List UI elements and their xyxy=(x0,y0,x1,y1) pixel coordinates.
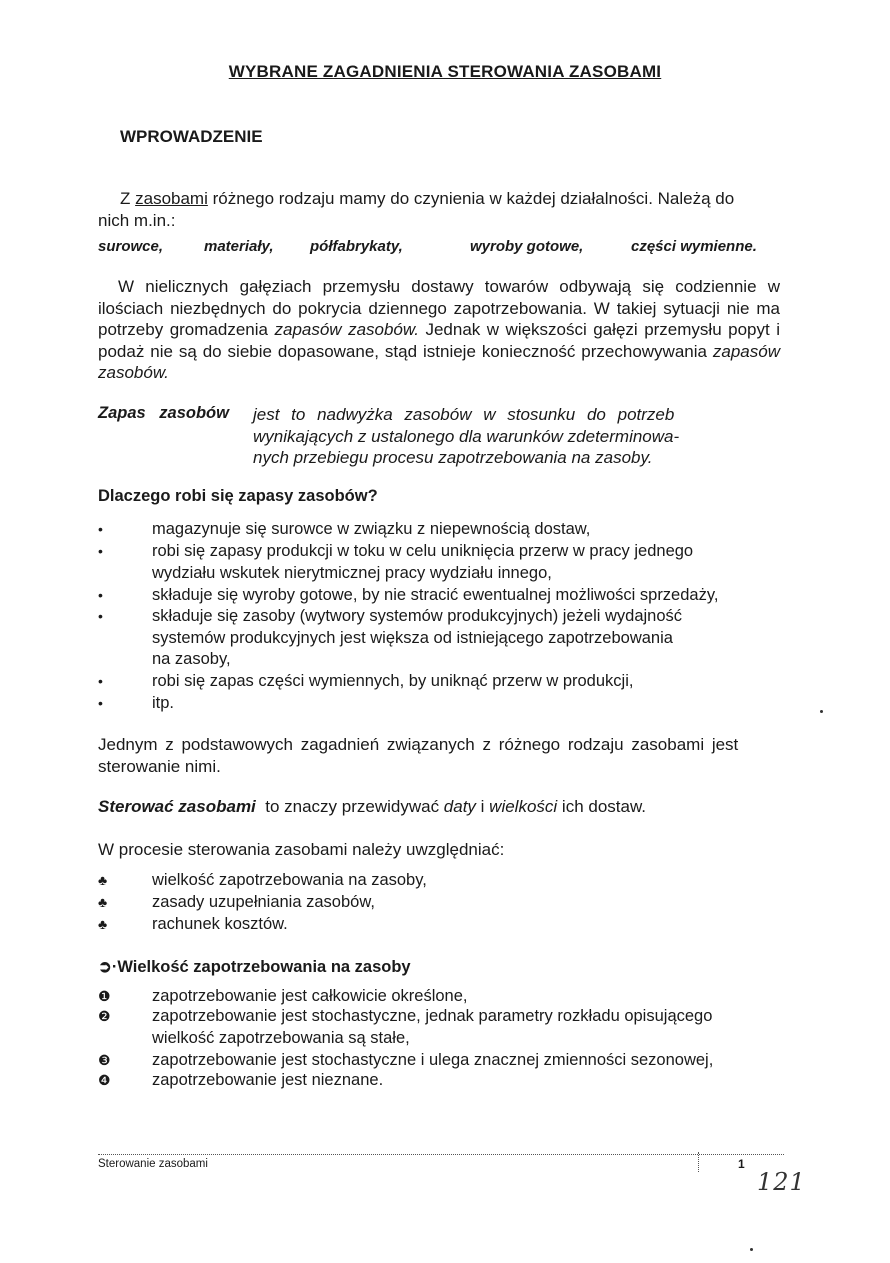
control-definition-wielkosci: wielkości xyxy=(489,797,558,816)
bullet-marker: • xyxy=(98,587,103,603)
control-definition-text: to znaczy przewidywać xyxy=(255,797,444,816)
intro-prefix: Z xyxy=(120,189,136,208)
number-1-icon: ❶ xyxy=(98,988,111,1004)
bullet-marker: • xyxy=(98,673,103,689)
definition-body xyxy=(253,404,743,469)
scan-speck xyxy=(750,1248,753,1251)
number-4-icon: ❹ xyxy=(98,1072,111,1088)
definition-line1: jest to nadwyżka zasobów w stosunku do potrzeb xyxy=(253,405,675,424)
page-number: 1 xyxy=(738,1157,745,1171)
footer-divider xyxy=(98,1154,784,1155)
control-definition-text: ich dostaw. xyxy=(557,797,647,816)
process-item-text: zasady uzupełniania zasobów, xyxy=(152,893,375,911)
resource-kind-surowce: surowce, xyxy=(98,238,164,255)
handwritten-number: 121 xyxy=(757,1168,806,1196)
supply-italic-1: zapasów zasobów. xyxy=(274,320,419,339)
arrow-icon: ➲· xyxy=(98,958,118,976)
club-icon: ♣ xyxy=(98,872,108,888)
bullet-marker: • xyxy=(98,608,103,624)
why-item-line: robi się zapas części wymiennych, by uniknąć przerw w produkcji, xyxy=(152,672,634,690)
why-item-line: magazynuje się surowce w związku z niepewnością dostaw, xyxy=(152,520,591,538)
bullet-marker: • xyxy=(98,543,103,559)
why-item-line: na zasoby, xyxy=(152,650,231,668)
control-line2: sterowanie nimi. xyxy=(98,756,221,776)
supply-italic-2: zapasów zasobów. xyxy=(98,341,780,382)
control-definition xyxy=(98,796,780,818)
demand-item-line: zapotrzebowanie jest stochastyczne, jednak parametry rozkładu opisującego xyxy=(152,1007,713,1025)
definition-line3: nych przebiegu procesu zapotrzebowania na zasoby. xyxy=(253,448,653,467)
intro-underlined-word: zasobami xyxy=(135,189,208,208)
why-heading: Dlaczego robi się zapasy zasobów? xyxy=(98,487,378,505)
bullet-marker: • xyxy=(98,695,103,711)
demand-item-line: wielkość zapotrzebowania są stałe, xyxy=(152,1028,410,1047)
resource-kind-czesci-wymienne: części wymienne. xyxy=(631,238,757,255)
supply-paragraph xyxy=(98,276,780,384)
demand-heading-text: Wielkość zapotrzebowania na zasoby xyxy=(117,958,411,976)
control-definition-daty: daty xyxy=(443,797,476,816)
document-title: WYBRANE ZAGADNIENIA STEROWANIA ZASOBAMI xyxy=(228,62,662,81)
bullet-marker: • xyxy=(98,521,103,537)
footer-title: Sterowanie zasobami xyxy=(98,1158,208,1170)
resource-kind-polfabrykaty: półfabrykaty, xyxy=(310,238,403,255)
process-item-text: wielkość zapotrzebowania na zasoby, xyxy=(152,871,427,889)
intro-line2: nich m.in.: xyxy=(98,210,176,230)
demand-item-line: zapotrzebowanie jest nieznane. xyxy=(152,1071,384,1089)
demand-heading xyxy=(98,957,411,977)
supply-text-1: W nielicznych gałęziach przemysłu dostawy towarów odbywają się codziennie w ilościach niezbędnych do pokrycia dziennego zapotrzebowania. W takiej sytuacji nie ma potrzeby gromadzenia xyxy=(98,277,780,339)
definition-line2: wynikających z ustalonego dla warunków zdeterminowa- xyxy=(253,426,680,446)
process-intro: W procesie sterowania zasobami należy uwzględniać: xyxy=(98,840,505,859)
section-heading: WPROWADZENIE xyxy=(120,127,263,146)
resource-kind-wyroby-gotowe: wyroby gotowe, xyxy=(470,238,584,255)
control-definition-text: i xyxy=(475,797,490,816)
number-2-icon: ❷ xyxy=(98,1008,111,1024)
intro-paragraph xyxy=(98,188,780,231)
supply-text-2: Jednak w większości gałęzi przemysłu popyt i podaż nie są do siebie dopasowane, stąd istnieje konieczność przechowywania xyxy=(98,320,781,361)
club-icon: ♣ xyxy=(98,894,108,910)
why-item-line: składuje się wyroby gotowe, by nie stracić ewentualnej możliwości sprzedaży, xyxy=(152,586,719,604)
intro-line1: różnego rodzaju mamy do czynienia w każdej działalności. Należą do xyxy=(207,189,735,208)
resource-kind-materialy: materiały, xyxy=(204,238,274,255)
why-item-line: systemów produkcyjnych jest większa od istniejącego zapotrzebowania xyxy=(152,628,673,647)
control-paragraph xyxy=(98,734,780,777)
scan-speck xyxy=(820,710,823,713)
why-item-line: wydziału wskutek nierytmicznej pracy wydziału innego, xyxy=(152,563,552,582)
why-item-line: itp. xyxy=(152,694,175,712)
process-item-text: rachunek kosztów. xyxy=(152,915,288,933)
control-definition-term: Sterować zasobami xyxy=(98,797,256,816)
why-item-line: robi się zapasy produkcji w toku w celu uniknięcia przerw w pracy jednego xyxy=(152,542,694,560)
demand-item-line: zapotrzebowanie jest całkowicie określone, xyxy=(152,987,468,1005)
demand-item-line: zapotrzebowanie jest stochastyczne i ulega znacznej zmienności sezonowej, xyxy=(152,1051,714,1069)
control-line1: Jednym z podstawowych zagadnień związanych z różnego rodzaju zasobami jest xyxy=(98,735,739,754)
footer-tick xyxy=(698,1152,699,1172)
why-item-line: składuje się zasoby (wytwory systemów produkcyjnych) jeżeli wydajność xyxy=(152,607,683,625)
definition-term: Zapas zasobów xyxy=(98,404,229,422)
number-3-icon: ❸ xyxy=(98,1052,111,1068)
club-icon: ♣ xyxy=(98,916,108,932)
